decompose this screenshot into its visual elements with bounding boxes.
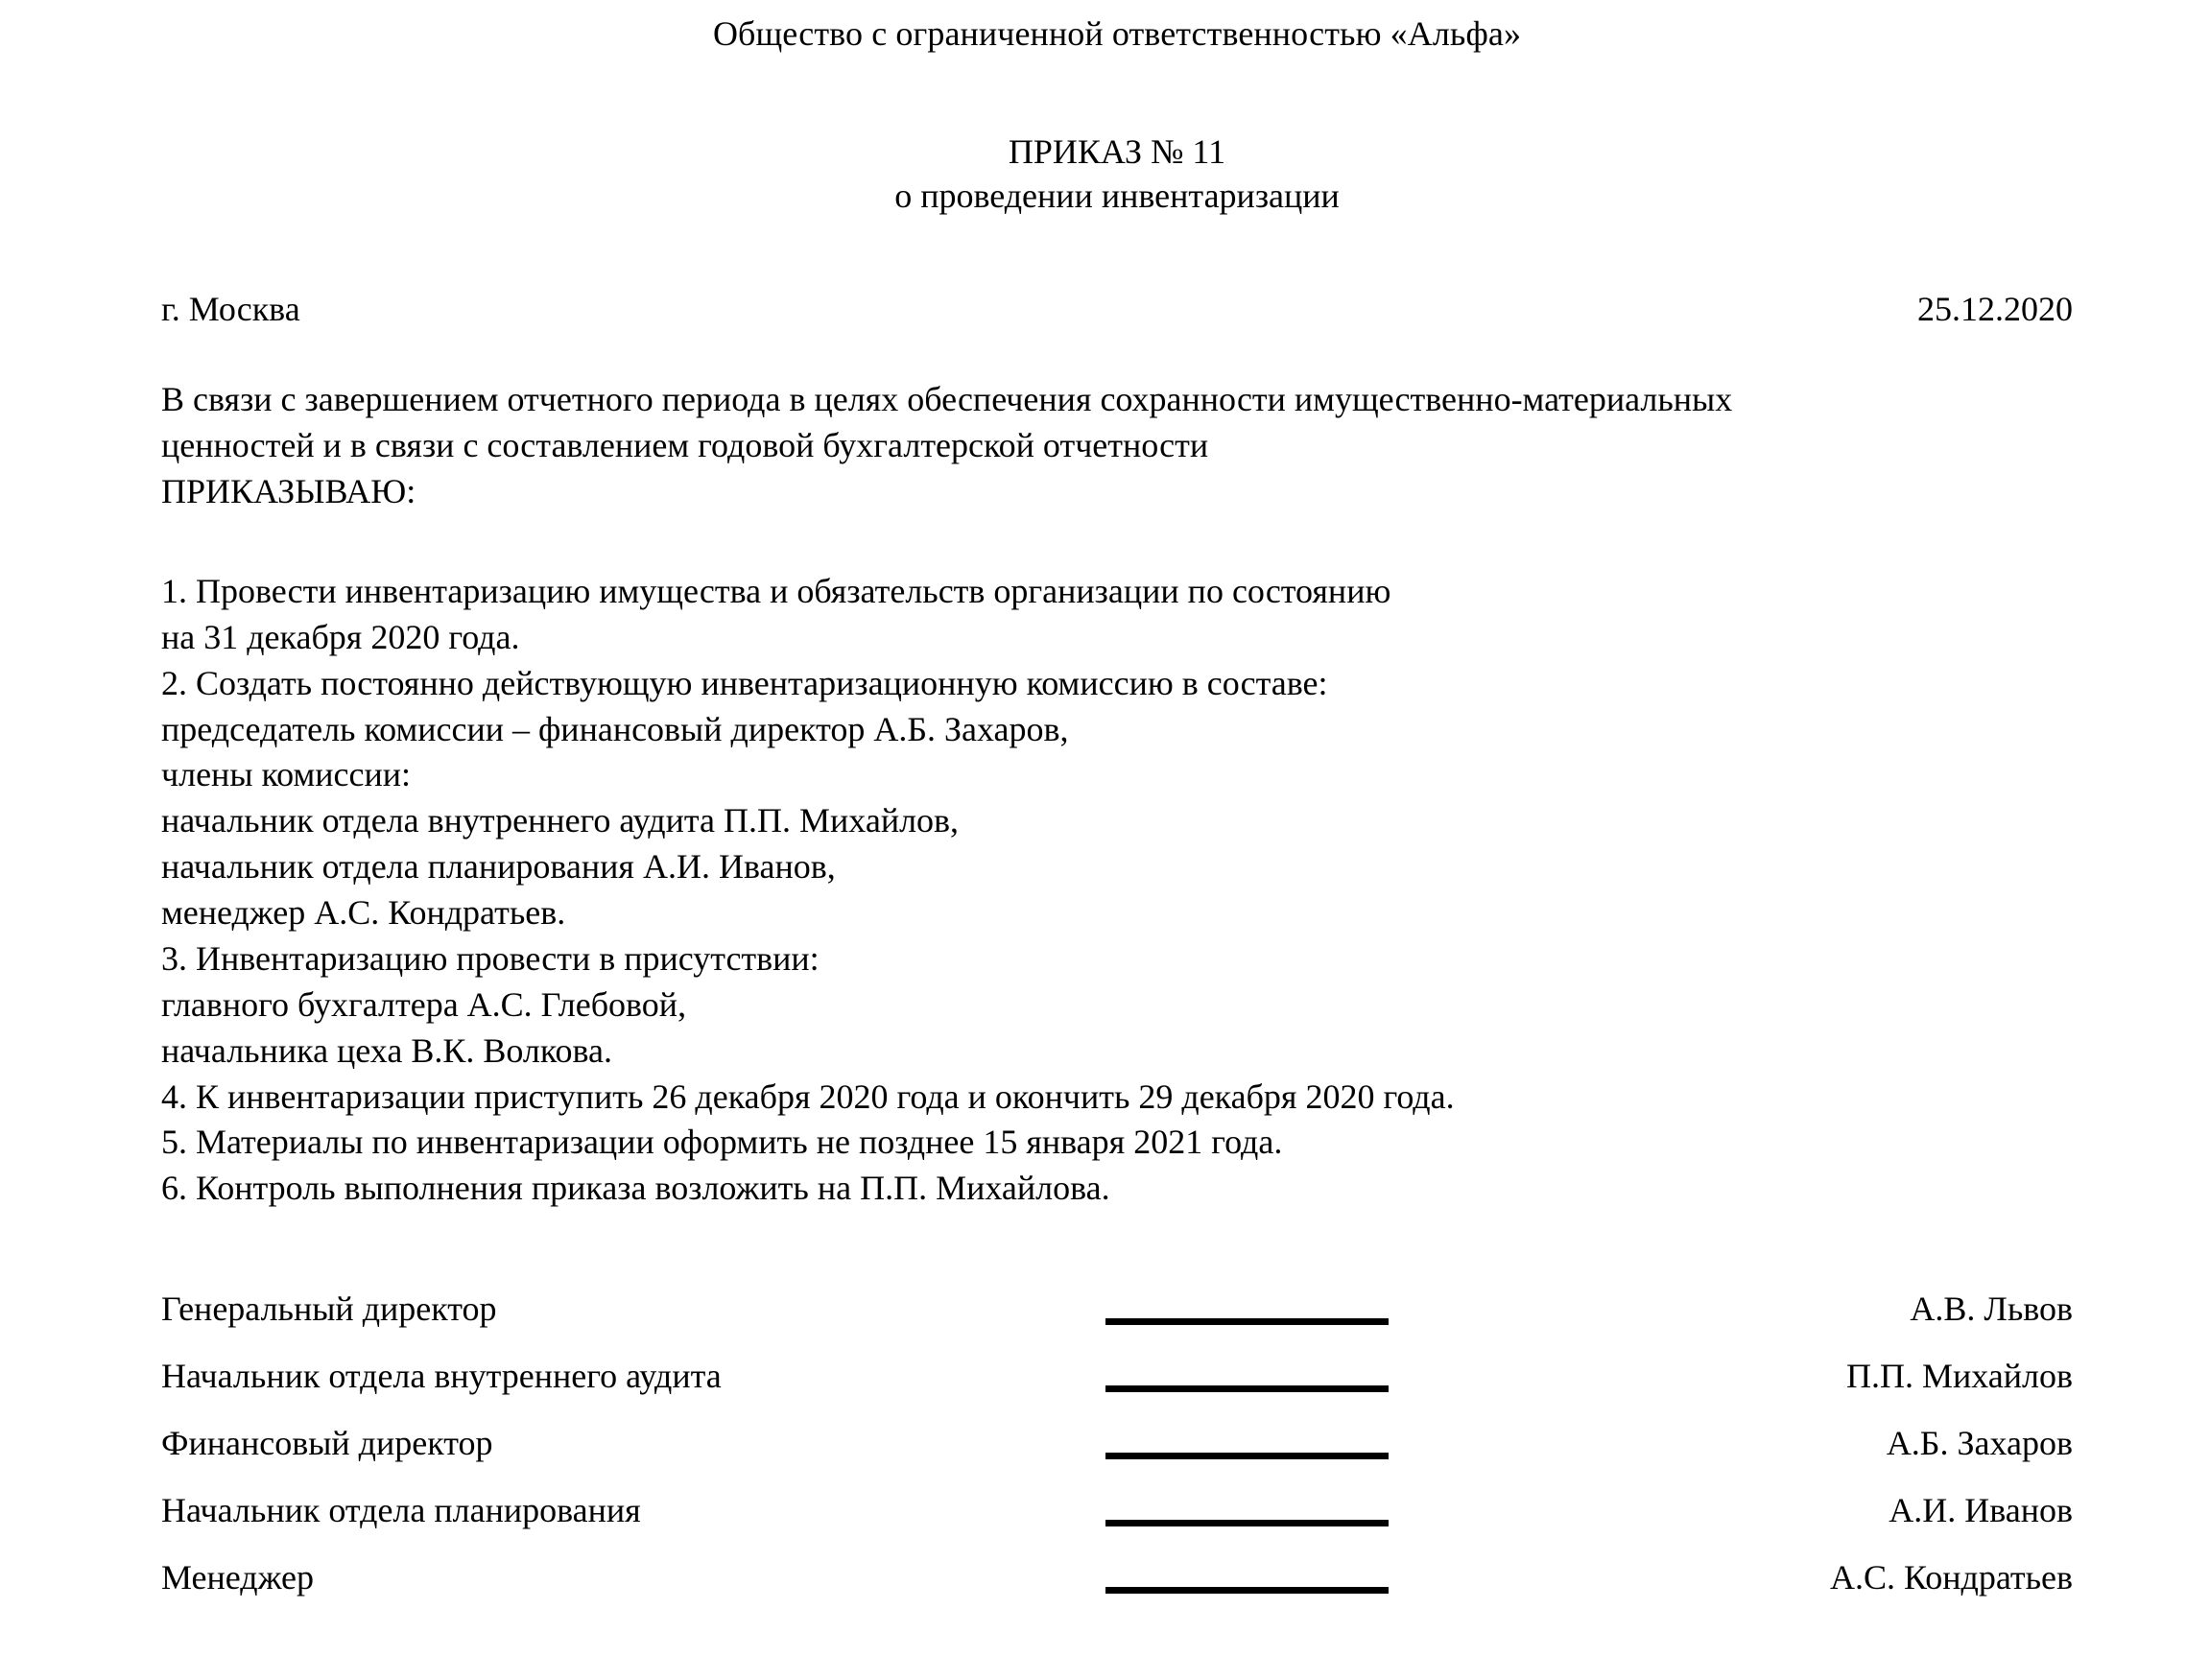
- preamble-block: [161, 377, 2073, 515]
- clause-line: главного бухгалтера А.С. Глебовой,: [161, 984, 687, 1024]
- signature-row: [161, 1329, 2073, 1396]
- clauses-block: [161, 569, 2073, 1212]
- signature-line-cell: [1040, 1262, 1537, 1329]
- signature-position: Начальник отдела внутреннего аудита: [161, 1357, 722, 1396]
- clause-line: начальник отдела планирования А.И. Иванов,: [161, 847, 836, 887]
- signature-name: А.Б. Захаров: [1886, 1424, 2073, 1463]
- signature-position: Начальник отдела планирования: [161, 1491, 641, 1530]
- document-subtitle: о проведении инвентаризации: [894, 177, 1340, 216]
- document-date: 25.12.2020: [1917, 290, 2073, 329]
- signature-name: А.В. Львов: [1910, 1290, 2073, 1329]
- page-title: ПРИКАЗ № 11: [1008, 132, 1226, 172]
- signature-line-cell: [1040, 1329, 1537, 1396]
- signature-position: Генеральный директор: [161, 1290, 497, 1329]
- clause-line: на 31 декабря 2020 года.: [161, 617, 520, 656]
- document-title-block: [161, 130, 2073, 218]
- signature-row: [161, 1463, 2073, 1530]
- signature-block: [161, 1262, 2073, 1597]
- clause-line: 4. К инвентаризации приступить 26 декабря 2020 года и окончить 29 декабря 2020 года.: [161, 1077, 1455, 1116]
- clause-line: 3. Инвентаризацию провести в присутствии:: [161, 938, 820, 978]
- signature-line-cell: [1040, 1396, 1537, 1463]
- signature-line[interactable]: [1105, 1318, 1389, 1325]
- signature-line[interactable]: [1105, 1587, 1389, 1594]
- clause-line: начальника цеха В.К. Волкова.: [161, 1030, 613, 1070]
- preamble-line: ПРИКАЗЫВАЮ:: [161, 472, 416, 511]
- signature-position: Финансовый директор: [161, 1424, 493, 1463]
- clause-line: 6. Контроль выполнения приказа возложить на П.П. Михайлова.: [161, 1169, 1110, 1208]
- clause-line: 2. Создать постоянно действующую инвентаризационную комиссию в составе:: [161, 663, 1328, 702]
- clause-line: члены комиссии:: [161, 755, 412, 794]
- organization-header: Общество с ограниченной ответственностью «Альфа»: [712, 14, 1522, 53]
- signature-line-cell: [1040, 1530, 1537, 1597]
- place-date-row: [161, 289, 2073, 329]
- clause-line: 5. Материалы по инвентаризации оформить не позднее 15 января 2021 года.: [161, 1123, 1283, 1162]
- clause-line: 1. Провести инвентаризацию имущества и обязательств организации по состоянию: [161, 571, 1391, 610]
- signature-line-cell: [1040, 1463, 1537, 1530]
- signature-name: А.И. Иванов: [1889, 1491, 2073, 1530]
- signature-row: [161, 1530, 2073, 1597]
- signature-line[interactable]: [1105, 1520, 1389, 1526]
- signature-row: [161, 1262, 2073, 1329]
- preamble-line: ценностей и в связи с составлением годовой бухгалтерской отчетности: [161, 426, 1209, 465]
- signature-line[interactable]: [1105, 1385, 1389, 1392]
- clause-line: начальник отдела внутреннего аудита П.П. Михайлов,: [161, 801, 960, 840]
- place-label: г. Москва: [161, 290, 300, 329]
- preamble-line: В связи с завершением отчетного периода в целях обеспечения сохранности имущественно-материальных: [161, 380, 1733, 419]
- clause-line: председатель комиссии – финансовый директор А.Б. Захаров,: [161, 709, 1069, 748]
- signature-position: Менеджер: [161, 1558, 314, 1597]
- signature-row: [161, 1396, 2073, 1463]
- clause-line: менеджер А.С. Кондратьев.: [161, 893, 566, 933]
- signature-name: П.П. Михайлов: [1845, 1357, 2073, 1396]
- signature-line[interactable]: [1105, 1453, 1389, 1459]
- signature-name: А.С. Кондратьев: [1830, 1558, 2073, 1597]
